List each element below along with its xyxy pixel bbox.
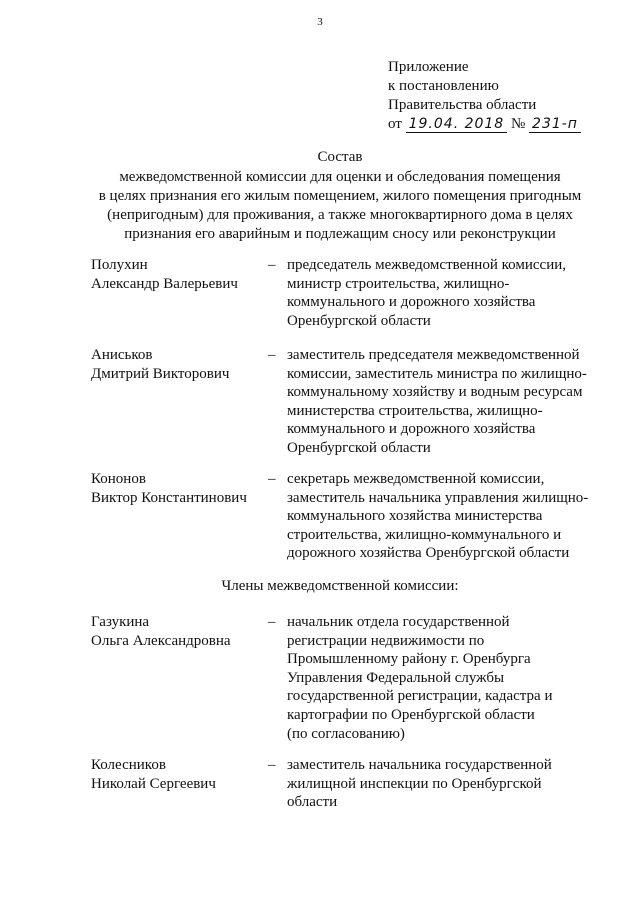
- member-surname: Колесников: [91, 757, 166, 773]
- desc-line: Оренбургской области: [287, 439, 431, 456]
- member-name: [91, 470, 261, 507]
- member-given-names: Ольга Александровна: [91, 632, 231, 649]
- page-number: 3: [317, 16, 323, 28]
- member-given-names: Николай Сергеевич: [91, 775, 216, 792]
- title-line-2: межведомственной комиссии для оценки и обследования помещения: [119, 169, 561, 185]
- member-surname: Аниськов: [91, 347, 153, 363]
- member-description: [287, 256, 602, 330]
- appendix-date-line: [388, 115, 581, 134]
- desc-line: жилищной инспекции по Оренбургской: [287, 775, 542, 792]
- desc-line: (по согласованию): [287, 725, 405, 742]
- member-name: [91, 256, 261, 293]
- title-line-1: Состав: [317, 149, 363, 165]
- desc-line: Оренбургской области: [287, 312, 431, 329]
- title-line-4: (непригодным) для проживания, а также многоквартирного дома в целях: [107, 207, 573, 223]
- desc-line: государственной регистрации, кадастра и: [287, 688, 553, 705]
- member-given-names: Александр Валерьевич: [91, 275, 238, 292]
- member-name: [91, 613, 261, 650]
- number-prefix: №: [510, 116, 526, 132]
- desc-line: коммунального хозяйства министерства: [287, 508, 543, 525]
- title-line-3: в целях признания его жилым помещением, жилого помещения пригодным: [98, 188, 582, 204]
- desc-line: министр строительства, жилищно-: [287, 275, 510, 292]
- desc-line: Управления Федеральной службы: [287, 669, 505, 686]
- desc-line: министерства строительства, жилищно-: [287, 402, 543, 419]
- member-description: [287, 346, 602, 458]
- handwritten-date: 19.04. 2018: [406, 117, 508, 133]
- member-description: [287, 613, 602, 743]
- member-surname: Газукина: [91, 614, 150, 630]
- member-description: [287, 756, 602, 812]
- handwritten-number: 231-п: [529, 117, 581, 133]
- desc-line: заместитель председателя межведомственной: [287, 347, 580, 363]
- document-title: [60, 148, 620, 244]
- desc-line: Промышленному району г. Оренбурга: [287, 651, 531, 668]
- appendix-line-2: к постановлению: [388, 78, 499, 94]
- desc-line: председатель межведомственной комиссии,: [287, 257, 566, 273]
- date-prefix: от: [388, 116, 402, 132]
- member-name: [91, 756, 261, 793]
- appendix-line-3: Правительства области: [388, 97, 537, 113]
- desc-line: заместитель начальника государственной: [287, 757, 552, 773]
- desc-line: регистрации недвижимости по: [287, 632, 485, 649]
- desc-line: коммунального и дорожного хозяйства: [287, 421, 536, 438]
- desc-line: коммунальному хозяйству и водным ресурсам: [287, 384, 583, 401]
- title-line-5: признания его аварийным и подлежащим сносу или реконструкции: [124, 226, 556, 242]
- member-given-names: Виктор Константинович: [91, 489, 247, 506]
- desc-line: начальник отдела государственной: [287, 614, 510, 630]
- member-description: [287, 470, 602, 563]
- dash: –: [268, 257, 276, 273]
- dash: –: [268, 614, 276, 630]
- desc-line: секретарь межведомственной комиссии,: [287, 471, 545, 487]
- desc-line: комиссии, заместитель министра по жилищно-: [287, 365, 587, 382]
- dash: –: [268, 757, 276, 773]
- member-surname: Полухин: [91, 257, 148, 273]
- desc-line: картографии по Оренбургской области: [287, 706, 535, 723]
- desc-line: дорожного хозяйства Оренбургской области: [287, 545, 570, 562]
- desc-line: строительства, жилищно-коммунального и: [287, 526, 562, 543]
- desc-line: коммунального и дорожного хозяйства: [287, 294, 536, 311]
- member-given-names: Дмитрий Викторович: [91, 365, 230, 382]
- desc-line: области: [287, 794, 338, 811]
- member-name: [91, 346, 261, 383]
- appendix-line-1: Приложение: [388, 59, 469, 75]
- appendix-block: [388, 58, 581, 134]
- member-surname: Кононов: [91, 471, 146, 487]
- members-heading: Члены межведомственной комиссии:: [221, 578, 459, 594]
- dash: –: [268, 471, 276, 487]
- desc-line: заместитель начальника управления жилищно-: [287, 489, 589, 506]
- dash: –: [268, 347, 276, 363]
